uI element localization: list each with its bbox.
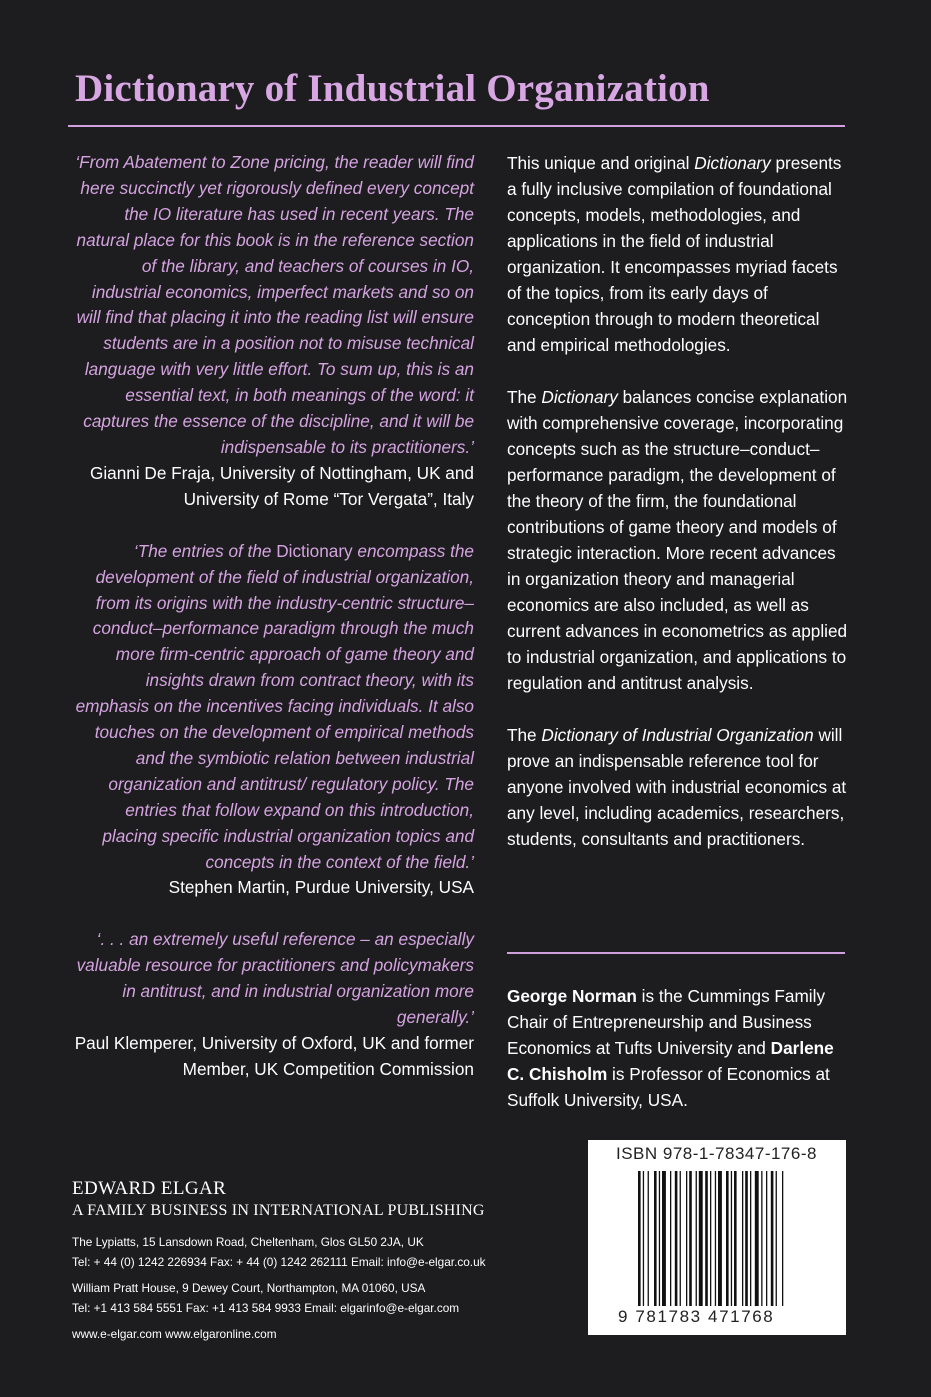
endorsement: [70, 150, 474, 513]
endorsement-attribution: Stephen Martin, Purdue University, USA: [168, 877, 474, 898]
uk-contact: Tel: + 44 (0) 1242 226934 Fax: + 44 (0) 1242 262111 Email: info@e-elgar.co.uk: [72, 1255, 486, 1269]
publisher-block: [72, 1177, 552, 1222]
endorsement: [70, 539, 474, 902]
barcode-bars: [638, 1171, 813, 1306]
endorsement-attribution: Gianni De Fraja, University of Nottingham, UK and University of Rome “Tor Vergata”, Italy: [89, 462, 474, 509]
us-address: William Pratt House, 9 Dewey Court, Northampton, MA 01060, USA: [72, 1281, 426, 1295]
endorsement-quote: ‘From Abatement to Zone pricing, the reader will find here succinctly yet rigorously defined every concept the IO literature has used in recent years. The natural place for this book is in the reference section of the library, and teachers of courses in IO, industrial economics, imperfect markets and so on will find that placing it into the reading list will ensure students are in a position not to misuse technical language with very little effort. To sum up, this is an essential text, in both meanings of the word: it captures the essence of the discipline, and it will be indispensable to its practitioners.’: [75, 152, 474, 457]
author-name: George Norman: [507, 986, 637, 1006]
isbn-label: ISBN 978-1-78347-176-8: [616, 1144, 817, 1163]
description-column: [507, 150, 852, 878]
endorsement-quote: ‘The entries of the Dictionary encompass the development of the field of industrial organization, from its origins with the industry-centric structure–conduct–performance paradigm through the much more firm-centric approach of game theory and insights drawn from contract theory, with its emphasis on the incentives facing individuals. It also touches on the development of empirical methods and the symbiotic relation between industrial organization and antitrust/ regulatory policy. The entries that follow expand on this introduction, placing specific industrial organization topics and concepts in the context of the field.’: [75, 540, 474, 872]
publisher-name: EDWARD ELGAR: [72, 1178, 227, 1199]
publisher-contact: [72, 1232, 486, 1344]
title-divider: [68, 125, 845, 127]
endorsement-attribution: Paul Klemperer, University of Oxford, UK and former Member, UK Competition Commission: [74, 1033, 474, 1079]
isbn-barcode: [588, 1140, 846, 1335]
publisher-websites: www.e-elgar.com www.elgaronline.com: [72, 1327, 277, 1341]
author-bio: George Norman is the Cummings Family Chair of Entrepreneurship and Business Economics at Tufts University and Darlene C. Chisholm is Professor of Economics at Suffolk University, USA.: [507, 986, 834, 1110]
description-paragraph: The Dictionary balances concise explanation with comprehensive coverage, incorporating concepts such as the structure–conduct–performance paradigm, the development of the theory of the firm, the foundational contributions of game theory and models of strategic interaction. More recent advances in organization theory and managerial economics are also included, as well as current advances in econometrics as applied to industrial organization, and applications to regulation and antitrust analysis.: [507, 387, 848, 693]
isbn-digits: 9 781783 471768: [618, 1307, 775, 1326]
author-name: Darlene C. Chisholm: [507, 1038, 834, 1084]
publisher-tagline: A FAMILY BUSINESS IN INTERNATIONAL PUBLISHING: [72, 1202, 485, 1219]
endorsement-quote: ‘. . . an extremely useful reference – an especially valuable resource for practitioners and policymakers in antitrust, and in industrial organization more generally.’: [76, 929, 474, 1028]
us-contact: Tel: +1 413 584 5551 Fax: +1 413 584 9933 Email: elgarinfo@e-elgar.com: [72, 1301, 460, 1315]
description-paragraph: The Dictionary of Industrial Organization will prove an indispensable reference tool for anyone involved with industrial economics at any level, including academics, researchers, students, consultants and practitioners.: [507, 725, 847, 849]
uk-address: The Lypiatts, 15 Lansdown Road, Cheltenham, Glos GL50 2JA, UK: [72, 1235, 424, 1249]
endorsement: [70, 927, 474, 1082]
endorsements-column: [70, 150, 474, 1109]
description-paragraph: This unique and original Dictionary presents a fully inclusive compilation of foundational concepts, models, methodologies, and applications in the field of industrial organization. It encompasses myriad facets of the topics, from its early days of conception through to modern theoretical and empirical methodologies.: [507, 153, 842, 355]
description-divider: [507, 952, 845, 954]
book-title: Dictionary of Industrial Organization: [75, 67, 710, 110]
